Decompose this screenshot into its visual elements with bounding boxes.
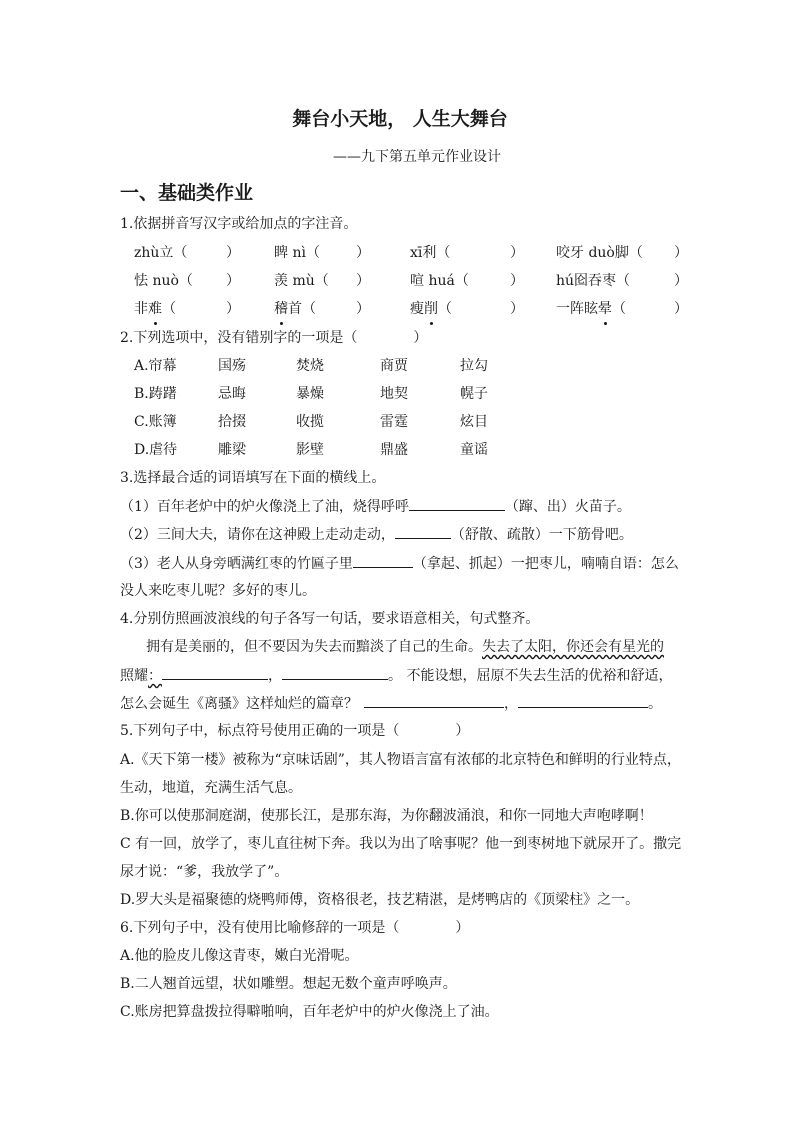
pinyin-item: 稽首（ <box>274 301 316 317</box>
option-word: 拾掇 <box>218 414 246 430</box>
option-label-word: C.账簿 <box>134 414 177 430</box>
answer-slot[interactable] <box>470 243 500 263</box>
pinyin-item: 怯 nuò（ <box>134 273 193 289</box>
wavy-underlined-sentence: 失去了太阳，你还会有星光的 <box>482 639 664 655</box>
fill-blank[interactable] <box>353 553 413 568</box>
question-5-option-a: A.《天下第一楼》被称为“京味话剧”，其人物语言富有浓郁的北京特色和鲜明的行业特点， <box>120 752 681 768</box>
pinyin-item: xī利（ <box>410 245 451 261</box>
answer-slot[interactable] <box>470 271 500 291</box>
pinyin-item: 一阵眩晕（ <box>556 301 626 317</box>
fill-blank[interactable] <box>282 665 388 680</box>
question-6-option-c: C.账房把算盘拨拉得噼啪响，百年老炉中的炉火像浇上了油。 <box>120 1004 499 1020</box>
answer-slot[interactable] <box>194 271 216 291</box>
closing-paren: ） <box>226 301 240 317</box>
option-label-word: D.虐待 <box>134 442 178 458</box>
option-word: 暴燥 <box>296 386 324 402</box>
option-word: 影壁 <box>296 442 324 458</box>
answer-slot[interactable] <box>194 299 216 319</box>
answer-slot[interactable] <box>616 271 664 291</box>
question-5-option-d: D.罗大头是福聚德的烧鸭师傅，资格很老，技艺精湛，是烤鸭店的《顶梁柱》之一。 <box>120 892 640 908</box>
pinyin-item: 瘦削（ <box>410 301 452 317</box>
closing-paren: ） <box>510 301 524 317</box>
emphasis-dot-char: 稽 <box>274 301 288 317</box>
fill-blank[interactable] <box>162 665 268 680</box>
pinyin-item: 咬牙 duò脚（ <box>556 245 643 261</box>
closing-paren: ） <box>674 245 688 261</box>
question-5-prompt: 5.下列句子中，标点符号使用正确的一项是（ ） <box>120 723 470 739</box>
answer-slot[interactable] <box>470 299 500 319</box>
question-1-prompt: 1.依据拼音写汉字或给加点的字注音。 <box>120 216 358 232</box>
answer-slot[interactable] <box>616 243 664 263</box>
question-3-prompt: 3.选择最合适的词语填写在下面的横线上。 <box>120 470 386 486</box>
option-word: 幌子 <box>460 386 488 402</box>
fill-blank[interactable] <box>409 496 505 511</box>
option-word: 鼎盛 <box>380 442 408 458</box>
question-5-option-c-cont: 尿才说：“爹，我放学了”。 <box>120 864 289 880</box>
option-word: 雷霆 <box>380 414 408 430</box>
question-4-passage-3: 怎么会诞生《离骚》这样灿烂的篇章？ ， 。 <box>120 693 662 714</box>
emphasis-dot-char: 难 <box>148 301 162 317</box>
closing-paren: ） <box>510 245 524 261</box>
option-word: 雕梁 <box>218 442 246 458</box>
question-4-prompt: 4.分别仿照画波浪线的句子各写一句话，要求语意相关，句式整齐。 <box>120 611 540 627</box>
option-word: 炫目 <box>460 414 488 430</box>
closing-paren: ） <box>356 301 370 317</box>
closing-paren: ） <box>674 301 688 317</box>
pinyin-item: 羡 mù（ <box>274 273 329 289</box>
fill-blank[interactable] <box>395 524 451 539</box>
fill-blank[interactable] <box>364 693 504 708</box>
question-2-prompt: 2.下列选项中，没有错别字的一项是（ ） <box>120 330 428 346</box>
option-word: 地契 <box>380 386 408 402</box>
closing-paren: ） <box>674 273 688 289</box>
option-word: 商贾 <box>380 358 408 374</box>
answer-slot[interactable] <box>194 243 216 263</box>
answer-slot[interactable] <box>334 299 346 319</box>
pinyin-item: 非难（ <box>134 301 176 317</box>
option-word: 拉勾 <box>460 358 488 374</box>
answer-slot[interactable] <box>334 271 346 291</box>
fill-blank[interactable] <box>518 693 648 708</box>
option-word: 国殇 <box>218 358 246 374</box>
page-title: 舞台小天地， 人生大舞台 <box>292 108 508 130</box>
question-4-passage-2: 照耀： ， 。 不能设想，屈原不失去生活的优裕和舒适， <box>120 665 672 686</box>
closing-paren: ） <box>356 273 370 289</box>
option-word: 童谣 <box>460 442 488 458</box>
closing-paren: ） <box>510 273 524 289</box>
closing-paren: ） <box>356 245 370 261</box>
answer-slot[interactable] <box>616 299 664 319</box>
option-word: 焚烧 <box>296 358 324 374</box>
question-3-item-1: （1）百年老炉中的炉火像浇上了油，烧得呼呼 （蹿、出）火苗子。 <box>120 496 631 517</box>
pinyin-item: zhù立（ <box>134 245 188 261</box>
question-6-prompt: 6.下列句子中，没有使用比喻修辞的一项是（ ） <box>120 920 470 936</box>
question-4-passage-1: 拥有是美丽的，但不要因为失去而黯淡了自己的生命。失去了太阳，你还会有星光的 <box>146 639 664 655</box>
question-3-item-3-cont: 没人来吃枣儿呢？多好的枣儿。 <box>120 583 316 599</box>
question-6-option-b: B.二人翘首远望，状如雕塑。想起无数个童声呼唤声。 <box>120 976 457 992</box>
pinyin-item: 喧 huá（ <box>410 273 469 289</box>
question-6-option-a: A.他的脸皮儿像这青枣，嫩白光滑呢。 <box>120 948 359 964</box>
section-heading: 一、基础类作业 <box>120 182 254 204</box>
pinyin-item: hú囵吞枣（ <box>556 273 631 289</box>
option-word: 收揽 <box>296 414 324 430</box>
question-5-option-c: C 有一回，放学了，枣儿直往树下奔。我以为出了啥事呢？他一到枣树地下就尿开了。撒完 <box>120 836 682 852</box>
page-subtitle: ——九下第五单元作业设计 <box>333 149 501 165</box>
closing-paren: ） <box>226 245 240 261</box>
emphasis-dot-char: 削 <box>424 301 438 317</box>
option-label-word: A.帘幕 <box>134 358 177 374</box>
question-5-option-b: B.你可以使那洞庭湖，使那长江，是那东海，为你翻波涌浪，和你一同地大声咆哮啊！ <box>120 808 653 824</box>
pinyin-item: 睥 nì（ <box>274 245 320 261</box>
answer-slot[interactable] <box>334 243 346 263</box>
question-5-option-a-cont: 生动，地道，充满生活气息。 <box>120 780 302 796</box>
question-3-item-2: （2）三间大夫，请你在这神殿上走动走动， （舒散、疏散）一下筋骨吧。 <box>120 524 633 545</box>
option-label-word: B.踌躇 <box>134 386 177 402</box>
emphasis-dot-char: 晕 <box>598 301 612 317</box>
closing-paren: ） <box>226 273 240 289</box>
question-3-item-3: （3）老人从身旁晒满红枣的竹匾子里 （拿起、抓起）一把枣儿，喃喃自语：怎么 <box>120 553 679 574</box>
option-word: 忌晦 <box>218 386 246 402</box>
